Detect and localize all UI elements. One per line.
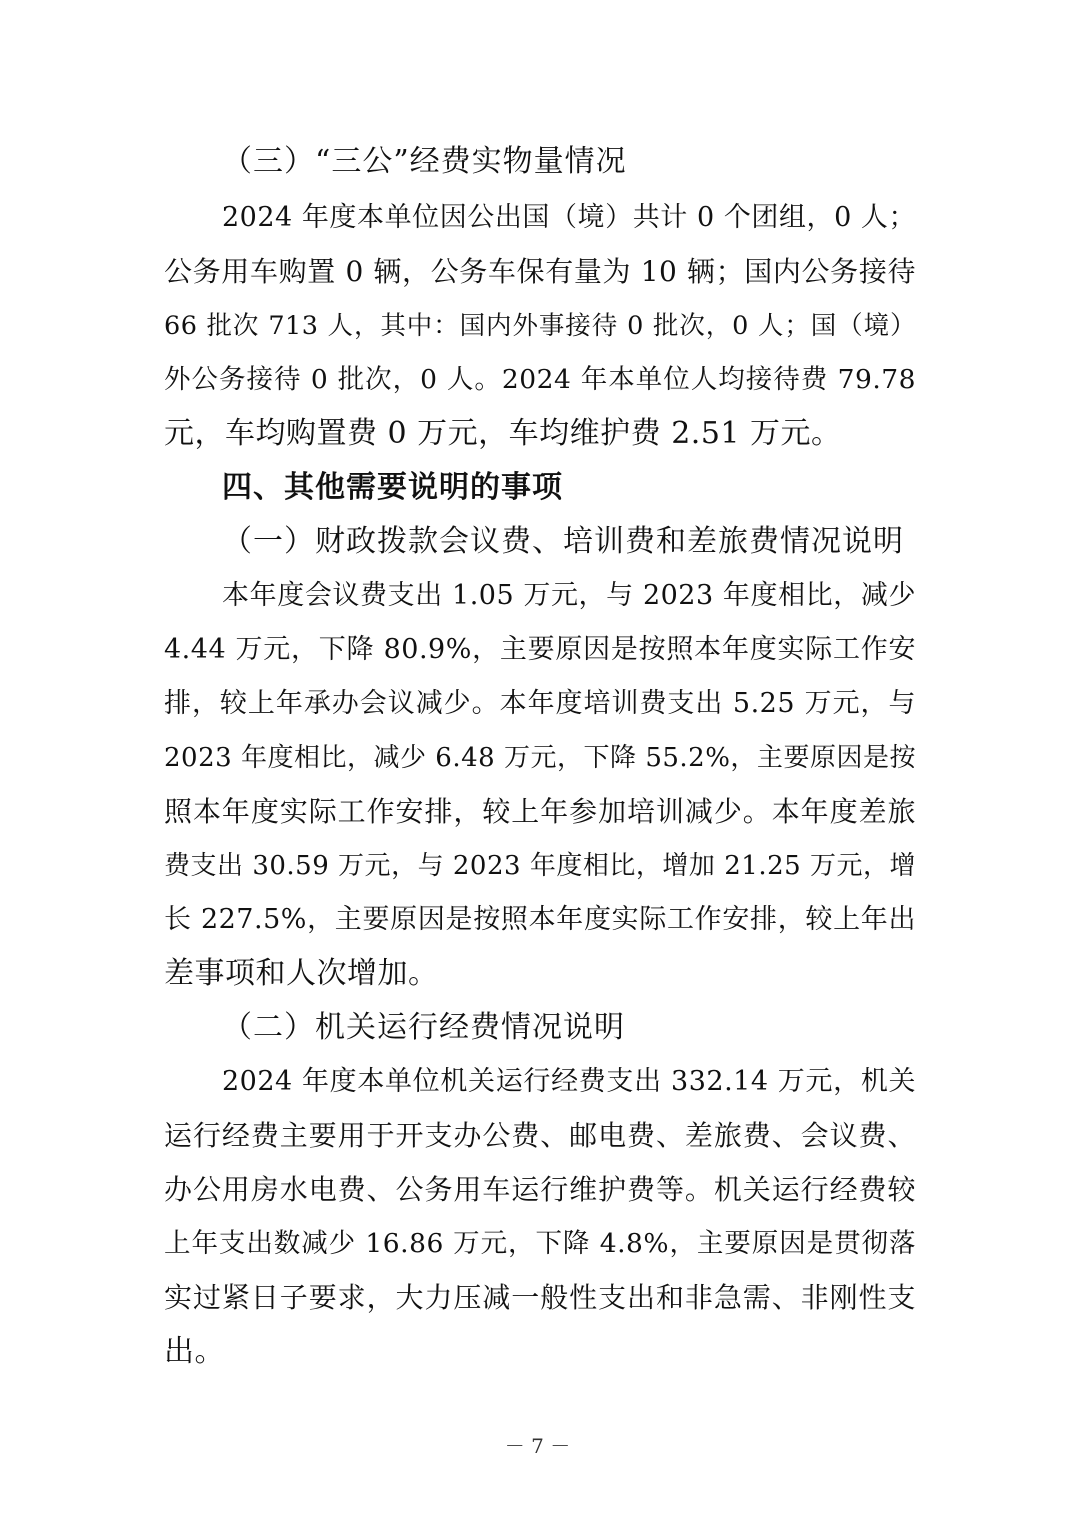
subsection-1-heading: （一）财政拨款会议费、培训费和差旅费情况说明	[222, 524, 904, 559]
subsection-1-line-7: 长 227.5%，主要原因是按照本年度实际工作安排，较上年出	[164, 904, 916, 935]
page-number: － 7 －	[504, 1434, 571, 1458]
subsection-2-line-6: 出。	[164, 1334, 225, 1369]
part-4-heading: 四、其他需要说明的事项	[222, 470, 563, 505]
subsection-2-line-4: 上年支出数减少 16.86 万元，下降 4.8%，主要原因是贯彻落	[164, 1228, 916, 1259]
subsection-2-line-3: 办公用房水电费、公务用车运行维护费等。机关运行经费较	[164, 1173, 916, 1206]
subsection-2-line-2: 运行经费主要用于开支办公费、邮电费、差旅费、会议费、	[164, 1119, 916, 1152]
subsection-1-line-3: 排，较上年承办会议减少。本年度培训费支出 5.25 万元，与	[164, 688, 916, 719]
section-3-line-5: 元，车均购置费 0 万元，车均维护费 2.51 万元。	[164, 416, 842, 451]
section-3-line-1: 2024 年度本单位因公出国（境）共计 0 个团组，0 人；	[222, 202, 916, 233]
subsection-2-heading: （二）机关运行经费情况说明	[222, 1010, 625, 1045]
subsection-1-line-4: 2023 年度相比，减少 6.48 万元，下降 55.2%，主要原因是按	[164, 743, 916, 773]
section-3-line-2: 公务用车购置 0 辆，公务车保有量为 10 辆；国内公务接待	[164, 255, 916, 288]
subsection-2-line-1: 2024 年度本单位机关运行经费支出 332.14 万元，机关	[222, 1066, 916, 1097]
subsection-1-line-1: 本年度会议费支出 1.05 万元，与 2023 年度相比，减少	[222, 580, 916, 611]
section-3-heading: （三）“三公”经费实物量情况	[222, 144, 627, 179]
section-3-line-3: 66 批次 713 人，其中：国内外事接待 0 批次，0 人；国（境）	[164, 311, 916, 341]
subsection-1-line-8: 差事项和人次增加。	[164, 956, 439, 991]
subsection-1-line-5: 照本年度实际工作安排，较上年参加培训减少。本年度差旅	[164, 795, 916, 828]
subsection-1-line-2: 4.44 万元，下降 80.9%，主要原因是按照本年度实际工作安	[164, 634, 916, 665]
subsection-1-line-6: 费支出 30.59 万元，与 2023 年度相比，增加 21.25 万元，增	[164, 851, 916, 881]
subsection-2-line-5: 实过紧日子要求，大力压减一般性支出和非急需、非刚性支	[164, 1281, 916, 1314]
section-3-line-4: 外公务接待 0 批次，0 人。2024 年本单位人均接待费 79.78	[164, 364, 916, 395]
